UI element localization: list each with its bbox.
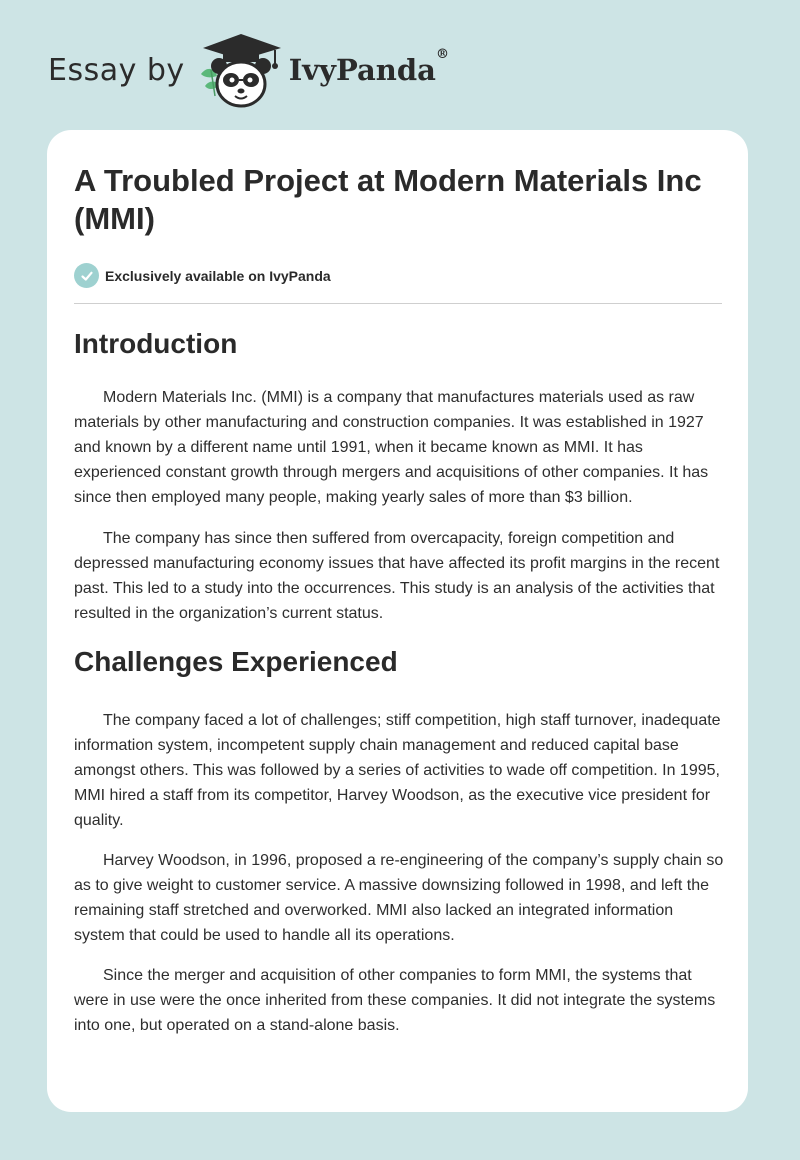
divider: [74, 303, 722, 304]
exclusive-badge-text: Exclusively available on IvyPanda: [105, 267, 331, 284]
brand-prefix: Essay by: [48, 52, 185, 88]
paragraph: Since the merger and acquisition of other companies to form MMI, the systems that were in use were the once inherited from these companies. It did not integrate the systems into one, but operated on a stand-alone basis.: [74, 967, 716, 1034]
section-heading-introduction: Introduction: [74, 328, 238, 359]
brand-header: [48, 30, 449, 110]
exclusive-badge: [74, 263, 331, 288]
paragraph: The company faced a lot of challenges; stiff competition, high staff turnover, inadequate information system, incompetent supply chain management and reduced capital base amongst others. This was followed by a series of activities to wade off competition. In 1995, MMI hired a staff from its competitor, Harvey Woodson, as the executive vice president for quality.: [74, 712, 721, 829]
essay-card: [47, 130, 748, 1112]
panda-graduate-icon: [195, 30, 287, 110]
paragraph: Harvey Woodson, in 1996, proposed a re-engineering of the company’s supply chain so as to give weight to customer service. A massive downsizing followed in 1998, and left the remaining staff stretched and overworked. MMI also lacked an integrated information system that could be used to handle all its operations.: [74, 852, 724, 944]
section-heading-challenges: Challenges Experienced: [74, 646, 398, 677]
essay-title: A Troubled Project at Modern Materials Inc (MMI): [74, 163, 702, 236]
paragraph: The company has since then suffered from overcapacity, foreign competition and depressed manufacturing economy issues that have affected its profit margins in the recent past. This led to a study into the occurrences. This study is an analysis of the activities that resulted in the organization’s current status.: [74, 530, 720, 622]
brand-name: IvyPanda®: [288, 47, 449, 87]
paragraph: Modern Materials Inc. (MMI) is a company that manufactures materials used as raw materials by other manufacturing and construction companies. It was established in 1927 and known by a different name until 1991, when it became known as MMI. It has experienced constant growth through mergers and acquisitions of other companies. It has since then employed many people, making yearly sales of more than $3 billion.: [74, 389, 709, 506]
check-icon: [74, 263, 99, 288]
